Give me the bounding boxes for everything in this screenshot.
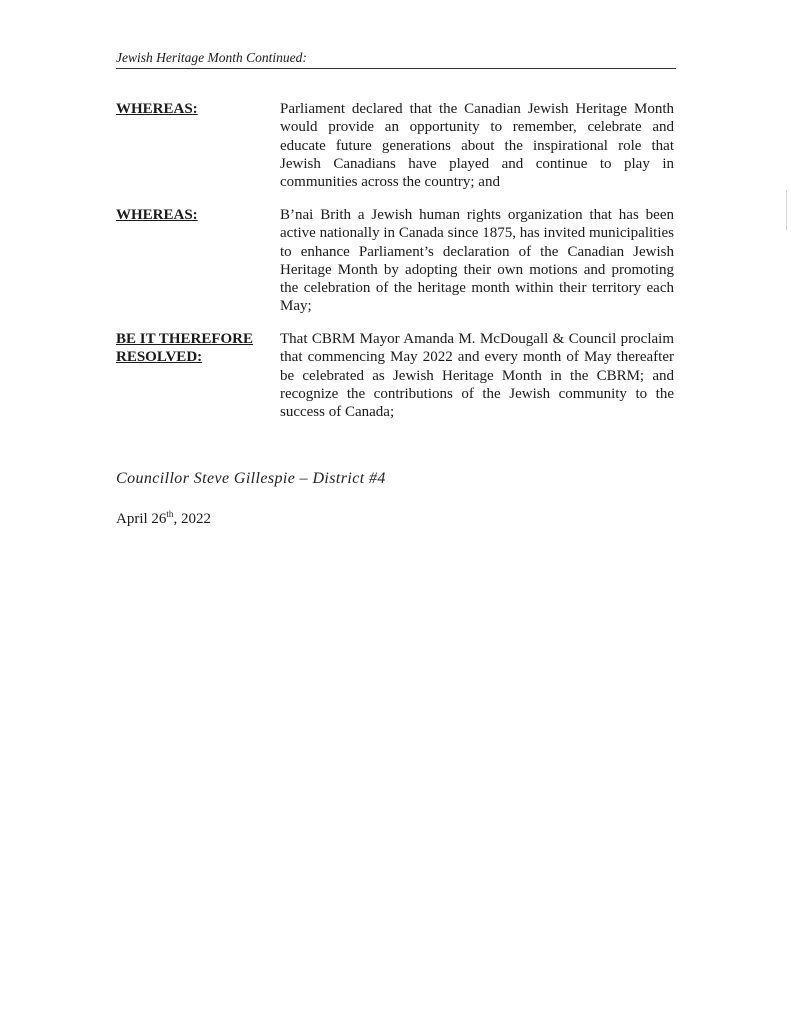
clause-label: [116, 330, 276, 366]
date-year: , 2022: [173, 511, 211, 527]
clause-text: B’nai Brith a Jewish human rights organization that has been active nationally in Canada since 1875, has invited municipalities to enhance Parliament’s declaration of the Canadian Jewish Heritage Month by adopting their own motions and promoting the celebration of the heritage month within their territory each May;: [280, 207, 674, 315]
councillor-signature: Councillor Steve Gillespie – District #4: [116, 470, 386, 487]
clause-label: WHEREAS:: [116, 101, 198, 117]
clause-label-line-1: BE IT THEREFORE: [116, 331, 253, 347]
clause-label: WHEREAS:: [116, 207, 198, 223]
clause-text: That CBRM Mayor Amanda M. McDougall & Council proclaim that commencing May 2022 and every month of May thereafter be celebrated as Jewish Heritage Month in the CBRM; and recognize the contributions of the Jewish community to the success of Canada;: [280, 331, 674, 421]
clause-text: Parliament declared that the Canadian Jewish Heritage Month would provide an opportunity to remember, celebrate and educate future generations about the inspirational role that Jewish Canadians have played and continue to play in communities across the country; and: [280, 101, 674, 191]
date-month-day: April 26: [116, 511, 167, 527]
page-header: [116, 50, 676, 69]
date-ordinal-suffix: th: [166, 509, 174, 519]
clause-label-line-2: RESOLVED:: [116, 349, 203, 365]
document-date: [116, 511, 211, 528]
scan-margin-mark: [786, 190, 787, 230]
header-title: Jewish Heritage Month Continued:: [116, 50, 307, 65]
